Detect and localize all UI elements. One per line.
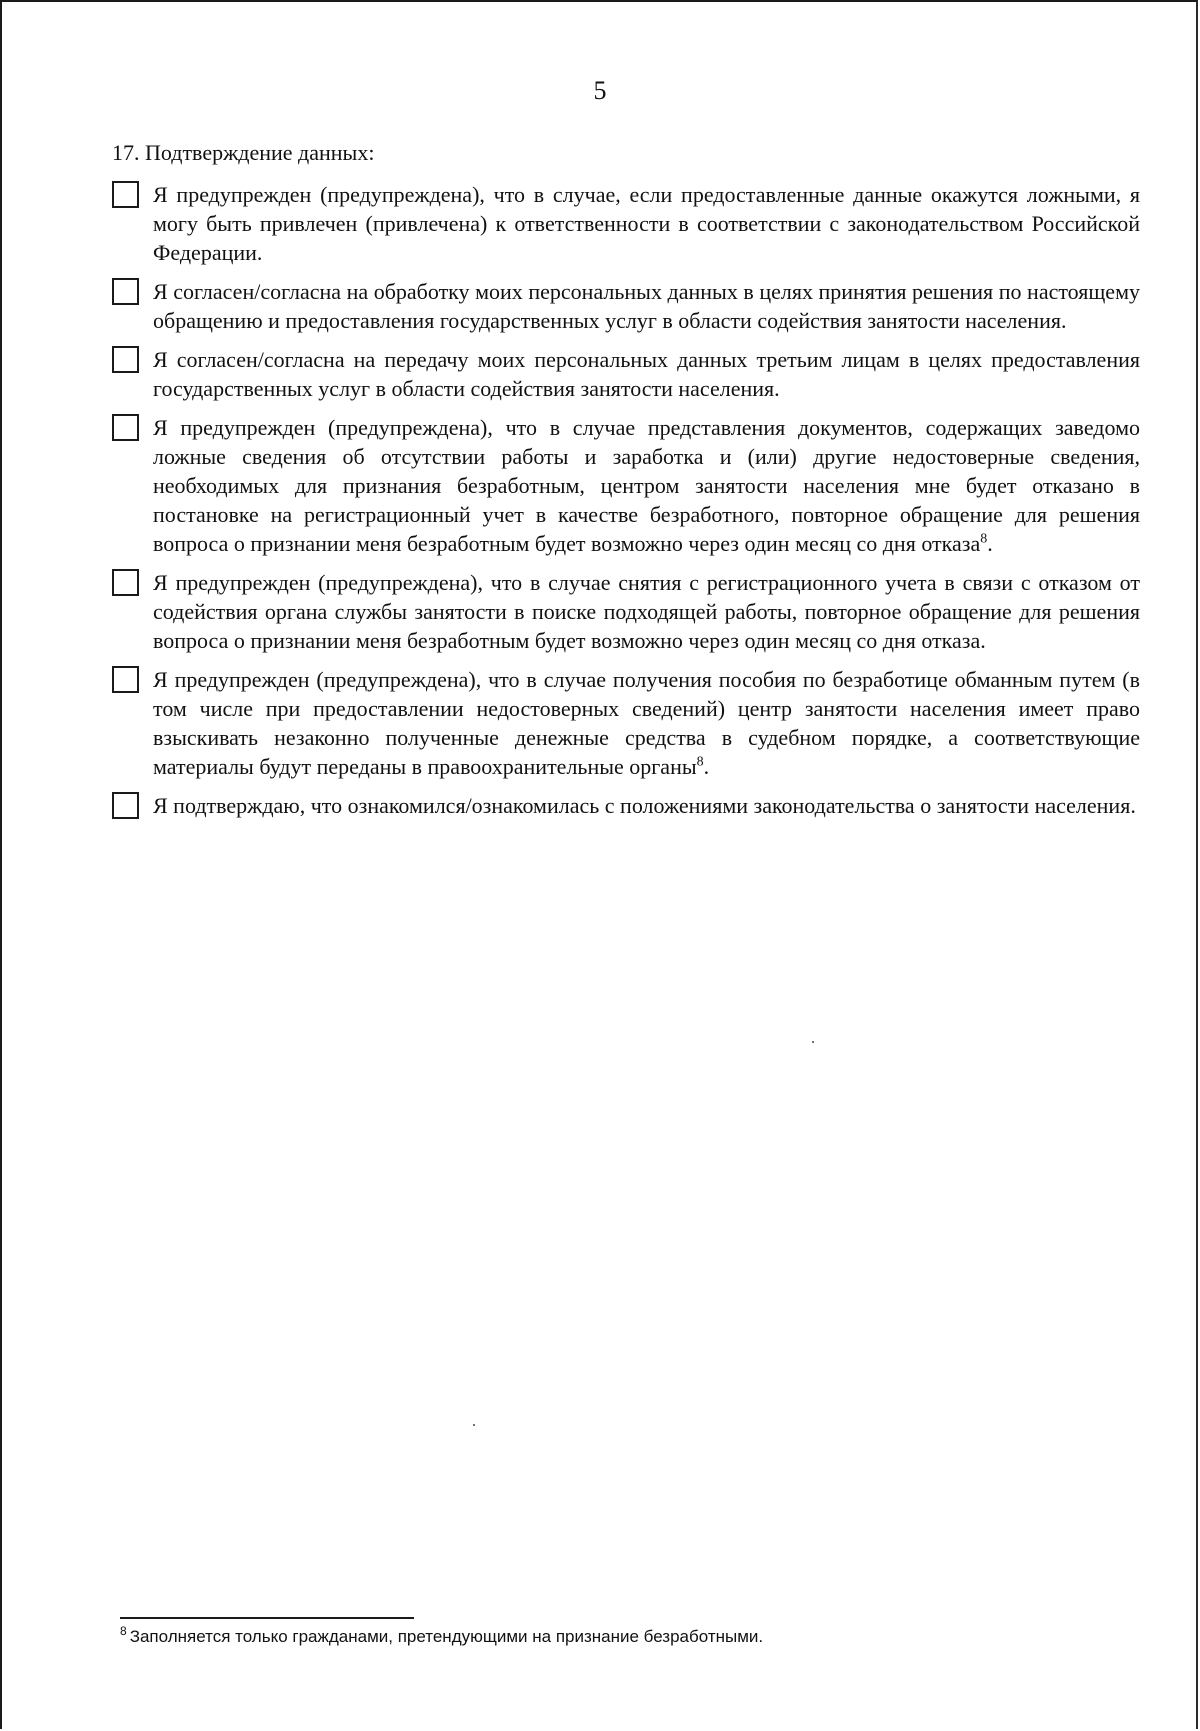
confirmation-item: [112, 180, 1140, 267]
item-text: Я предупрежден (предупреждена), что в случае, если предоставленные данные окажутся ложными, я могу быть привлечен (привлечена) к ответственности в соответствии с законодательством Российской Федерации.: [153, 182, 1140, 265]
item-text: Я согласен/согласна на обработку моих персональных данных в целях принятия решения по настоящему обращению и предоставления государственных услуг в области содействия занятости населения.: [153, 279, 1140, 333]
checkbox-personal-data-transfer[interactable]: [112, 346, 139, 373]
checkbox-deregistration-warning[interactable]: [112, 569, 139, 596]
footnote-reference[interactable]: 8: [696, 754, 704, 770]
item-text: Я согласен/согласна на передачу моих персональных данных третьим лицам в целях предоставления государственных услуг в области содействия занятости населения.: [153, 347, 1140, 401]
page-number: 5: [593, 76, 607, 105]
confirmation-item: [112, 665, 1140, 781]
item-text-tail: .: [703, 754, 710, 779]
checkbox-benefit-fraud-warning[interactable]: [112, 666, 139, 693]
item-text: Я подтверждаю, что ознакомился/ознакомилась с положениями законодательства о занятости населения.: [153, 793, 1136, 818]
checkbox-law-acknowledgement[interactable]: [112, 792, 139, 819]
item-text-tail: .: [987, 531, 993, 556]
checkbox-personal-data-processing[interactable]: [112, 278, 139, 305]
footnote-separator: [120, 1617, 414, 1619]
confirmation-item: [112, 277, 1140, 335]
section-heading: 17. Подтверждение данных:: [112, 140, 375, 165]
footnote-mark: 8: [120, 1624, 127, 1639]
checkbox-false-documents-warning[interactable]: [112, 414, 139, 441]
footnote-text: Заполняется только гражданами, претендующими на признание безработными.: [129, 1627, 764, 1646]
checkbox-false-data-warning[interactable]: [112, 181, 139, 208]
confirmation-list: [112, 180, 1140, 830]
confirmation-item: [112, 791, 1140, 820]
item-text: Я предупрежден (предупреждена), что в случае получения пособия по безработице обманным путем (в том числе при предоставлении недостоверных сведений) центр занятости населения имеет право взыскивать незаконно полученные денежные средства в судебном порядке, а соответствующие материалы будут переданы в правоохранительные органы: [153, 667, 1140, 779]
footnote: [120, 1626, 763, 1648]
confirmation-item: [112, 413, 1140, 558]
item-text: Я предупрежден (предупреждена), что в случае представления документов, содержащих заведомо ложные сведения об отсутствии работы и заработка и (или) другие недостоверные сведения, необходимых для признания безработным, центром занятости населения мне будет отказано в постановке на регистрационный учет в качестве безработного, повторное обращение для решения вопроса о признании меня безработным будет возможно через один месяц со дня отказа: [153, 415, 1140, 556]
item-text: Я предупрежден (предупреждена), что в случае снятия с регистрационного учета в связи с отказом от содействия органа службы занятости в поиске подходящей работы, повторное обращение для решения вопроса о признании меня безработным будет возможно через один месяц со дня отказа.: [153, 570, 1140, 653]
scan-speck: [473, 1424, 475, 1426]
footnote-reference[interactable]: 8: [980, 531, 988, 547]
confirmation-item: [112, 345, 1140, 403]
scan-speck: [812, 1041, 814, 1043]
confirmation-item: [112, 568, 1140, 655]
